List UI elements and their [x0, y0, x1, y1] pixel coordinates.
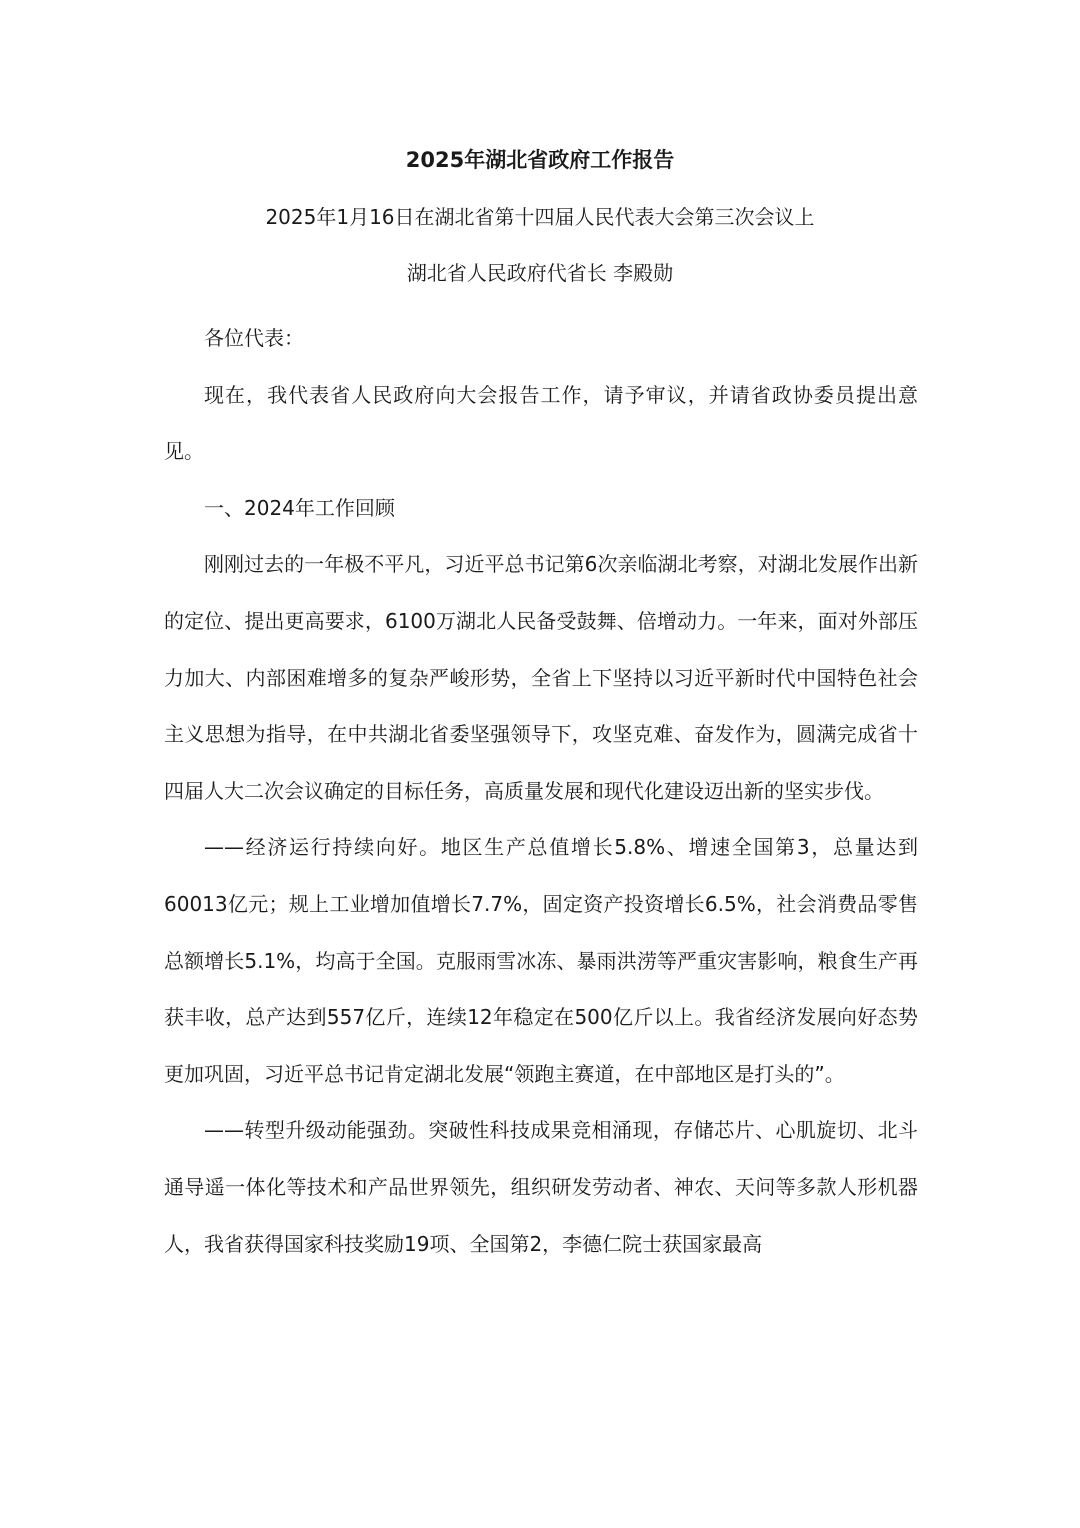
document-subtitle: 2025年1月16日在湖北省第十四届人民代表大会第三次会议上	[265, 205, 815, 229]
body-paragraph: ——转型升级动能强劲。突破性科技成果竞相涌现，存储芯片、心肌旋切、北斗通导遥一体化等技术和产品世界领先，组织研发劳动者、神农、天问等多款人形机器人，我省获得国家科技奖励19项、全国第2，李德仁院士获国家最高	[164, 1118, 918, 1256]
body-paragraph: ——经济运行持续向好。地区生产总值增长5.8%、增速全国第3，总量达到60013亿元；规上工业增加值增长7.7%，固定资产投资增长6.5%，社会消费品零售总额增长5.1%，均高于全国。克服雨雪冰冻、暴雨洪涝等严重灾害影响，粮食生产再获丰收，总产达到557亿斤，连续12年稳定在500亿斤以上。我省经济发展向好态势更加巩固，习近平总书记肯定湖北发展“领跑主赛道，在中部地区是打头的”。	[164, 835, 918, 1086]
body-paragraph: 现在，我代表省人民政府向大会报告工作，请予审议，并请省政协委员提出意见。	[164, 382, 918, 464]
document-body	[164, 310, 918, 1272]
body-paragraph: 刚刚过去的一年极不平凡，习近平总书记第6次亲临湖北考察，对湖北发展作出新的定位、提出更高要求，6100万湖北人民备受鼓舞、倍增动力。一年来，面对外部压力加大、内部困难增多的复杂严峻形势，全省上下坚持以习近平新时代中国特色社会主义思想为指导，在中共湖北省委坚强领导下，攻坚克难、奋发作为，圆满完成省十四届人大二次会议确定的目标任务，高质量发展和现代化建设迈出新的坚实步伐。	[164, 552, 918, 803]
section-heading: 一、2024年工作回顾	[204, 495, 395, 520]
document-title: 2025年湖北省政府工作报告	[405, 148, 675, 172]
salutation: 各位代表：	[204, 326, 304, 350]
document-author: 湖北省人民政府代省长 李殿勋	[406, 261, 674, 285]
